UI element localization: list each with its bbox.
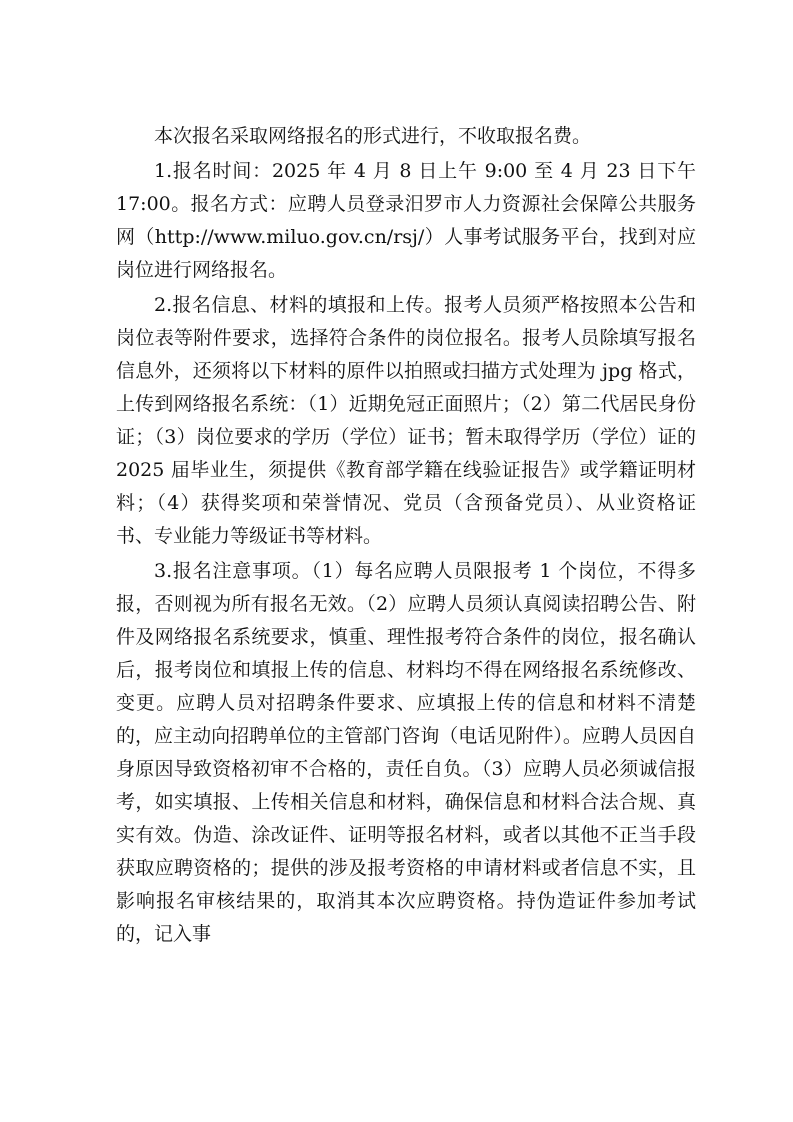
paragraph-registration-time: 1.报名时间：2025 年 4 月 8 日上午 9:00 至 4 月 23 日下午 17:00。报名方式：应聘人员登录汨罗市人力资源社会保障公共服务网（http://www.miluo.gov.cn/rsj/）人事考试服务平台，找到对应岗位进行网络报名。 bbox=[116, 160, 696, 281]
paragraph-registration-notes: 3.报名注意事项。（1）每名应聘人员限报考 1 个岗位，不得多报，否则视为所有报名无效。（2）应聘人员须认真阅读招聘公告、附件及网络报名系统要求，慎重、理性报考符合条件的岗位，报名确认后，报考岗位和填报上传的信息、材料均不得在网络报名系统修改、变更。应聘人员对招聘条件要求、应填报上传的信息和材料不清楚的，应主动向招聘单位的主管部门咨询（电话见附件）。应聘人员因自身原因导致资格初审不合格的，责任自负。（3）应聘人员必须诚信报考，如实填报、上传相关信息和材料，确保信息和材料合法合规、真实有效。伪造、涂改证件、证明等报名材料，或者以其他不正当手段获取应聘资格的；提供的涉及报考资格的申请材料或者信息不实，且影响报名审核结果的，取消其本次应聘资格。持伪造证件参加考试的，记入事 bbox=[116, 560, 696, 945]
paragraph-registration-materials: 2.报名信息、材料的填报和上传。报考人员须严格按照本公告和岗位表等附件要求，选择符合条件的岗位报名。报考人员除填写报名信息外，还须将以下材料的原件以拍照或扫描方式处理为 jpg 格式，上传到网络报名系统：（1）近期免冠正面照片；（2）第二代居民身份证；（3）岗位要求的学历（学位）证书；暂未取得学历（学位）证的 2025 届毕业生，须提供《教育部学籍在线验证报告》或学籍证明材料；（4）获得奖项和荣誉情况、党员（含预备党员）、从业资格证书、专业能力等级证书等材料。 bbox=[116, 294, 696, 547]
document-body bbox=[116, 120, 696, 951]
paragraph-registration-method: 本次报名采取网络报名的形式进行，不收取报名费。 bbox=[154, 125, 592, 147]
